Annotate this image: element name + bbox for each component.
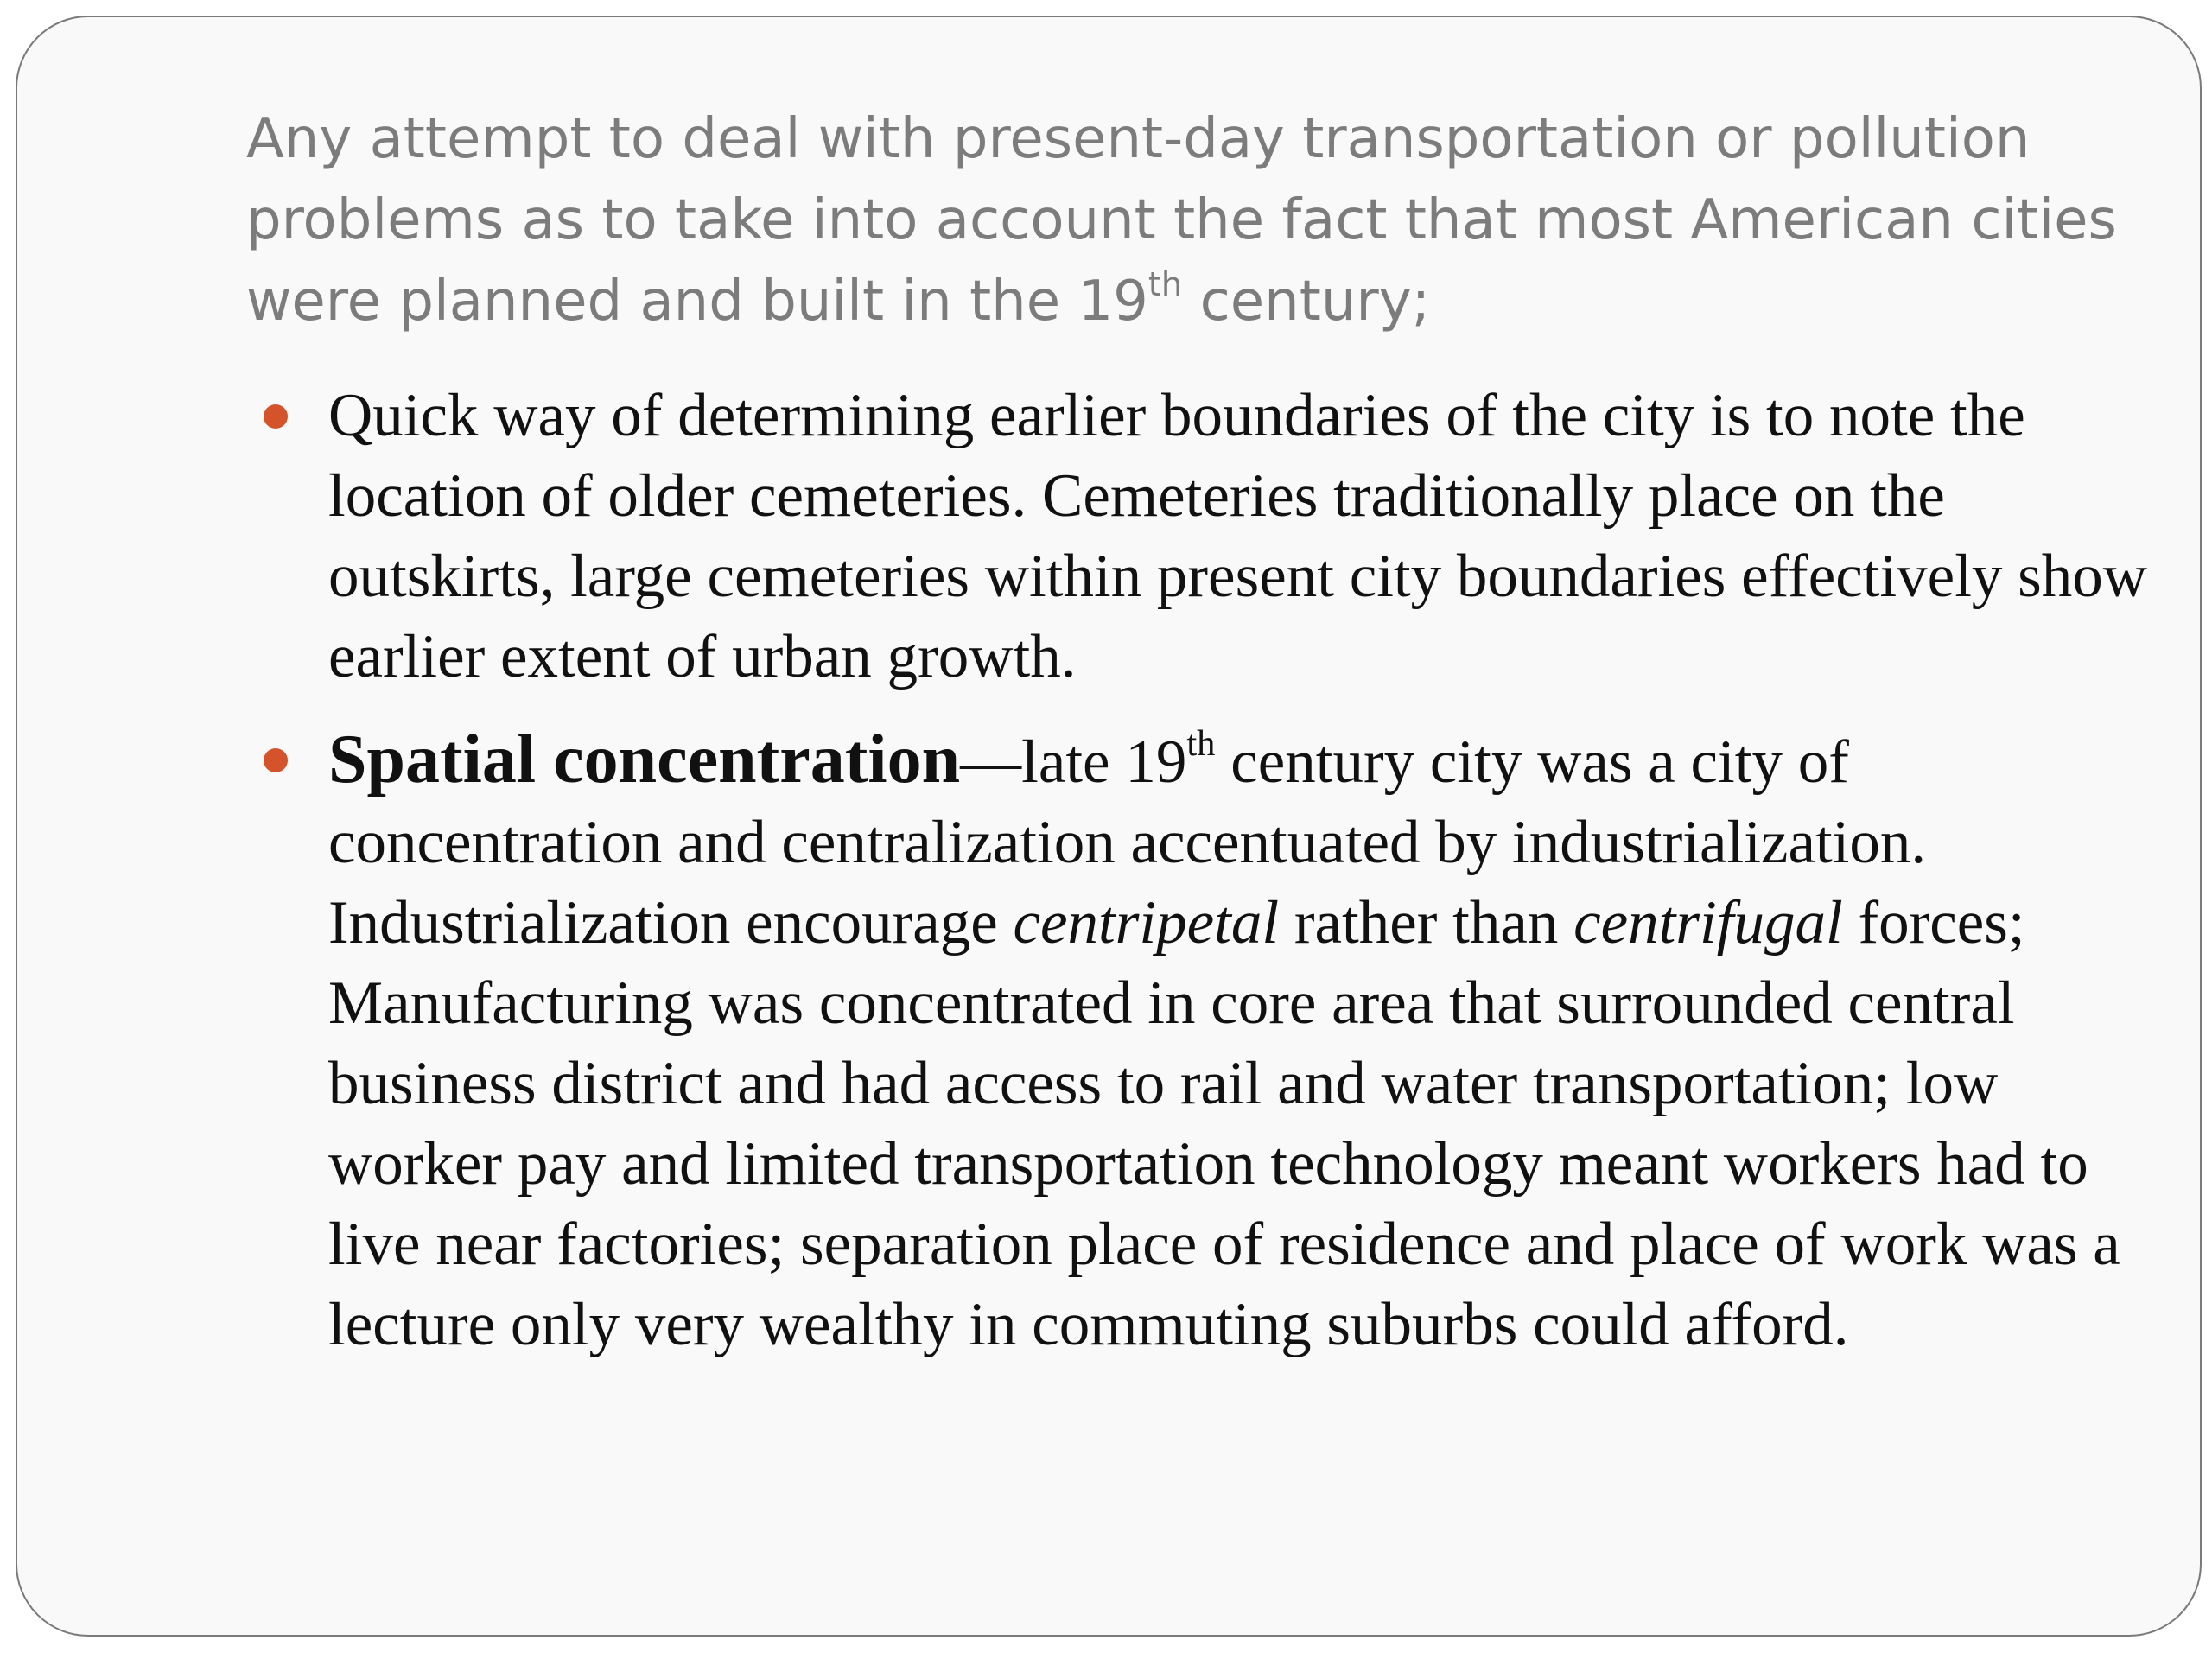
bullet-dot-icon <box>264 748 288 772</box>
bullet-bold-term: Spatial concentration <box>328 721 961 798</box>
bullet-text-part3: rather than <box>1279 889 1574 957</box>
title-superscript: th <box>1147 264 1183 304</box>
bullet-text <box>328 720 2182 1365</box>
bullet-italic-term: centrifugal <box>1573 889 1843 957</box>
title-text-pre: Any attempt to deal with present-day transportation or pollution problems as to take into account the fact that most American cities were planned and built in the 19 <box>246 107 2117 334</box>
bullet-text-part1: —late 19 <box>960 728 1187 796</box>
bullet-list <box>246 376 2182 1388</box>
bullet-item-cemeteries <box>246 376 2182 697</box>
bullet-text-body: Quick way of determining earlier boundaries of the city is to note the location of older cemeteries. Cemeteries traditionally place on the outskirts, large cemeteries within present city boundaries effectively show earlier extent of urban growth. <box>328 382 2148 690</box>
bullet-dot-icon <box>264 404 288 429</box>
title-text-post: century; <box>1182 270 1431 334</box>
slide <box>16 16 2202 1637</box>
bullet-text-part2: century city was a city of concentration and centralization accentuated by industrialization. Industrialization encourage <box>328 728 1927 957</box>
bullet-item-spatial-concentration <box>246 720 2182 1365</box>
bullet-text-part4: forces; Manufacturing was concentrated in core area that surrounded central business district and had access to rail and water transportation; low worker pay and limited transportation technology meant workers had to live near factories; separation place of residence and place of work was a lecture only very wealthy in commuting suburbs could afford. <box>328 889 2120 1358</box>
bullet-text <box>328 376 2182 697</box>
bullet-superscript: th <box>1186 722 1216 764</box>
slide-title <box>246 99 2173 342</box>
bullet-italic-term: centripetal <box>1013 889 1280 957</box>
